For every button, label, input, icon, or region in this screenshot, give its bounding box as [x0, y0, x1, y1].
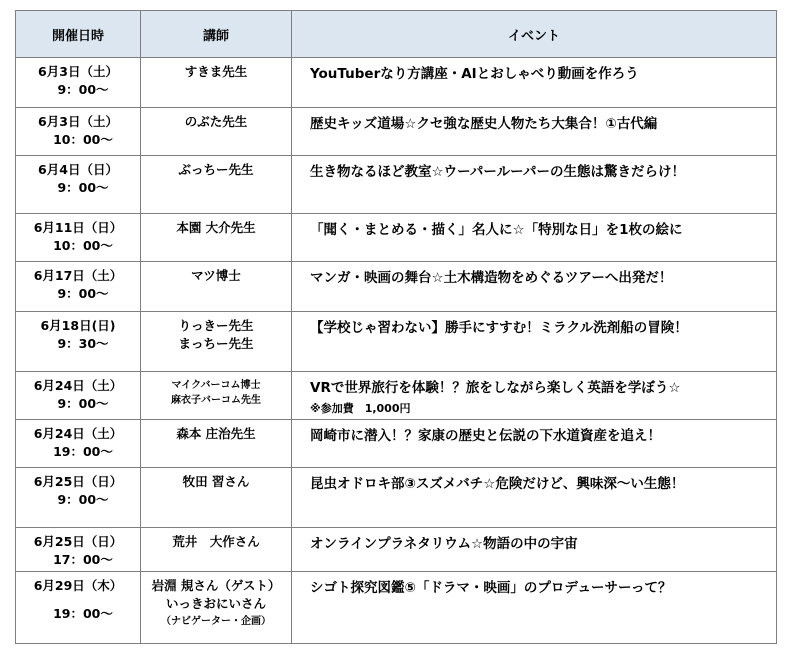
table-row [16, 262, 777, 312]
table-row [16, 58, 777, 108]
lecturer-name: 牧田 習さん [182, 474, 250, 489]
event-date: 6月29日（木） [33, 578, 123, 593]
lecturer-name: いっきおにいさん [165, 596, 266, 611]
event-time: 9：00〜 [57, 492, 109, 507]
table-row [16, 468, 777, 528]
event-date: 6月25日（日） [33, 534, 123, 549]
event-time: 9：00〜 [57, 180, 109, 195]
lecturer-name: 岩淵 規さん（ゲスト） [151, 578, 281, 593]
table-row [16, 156, 777, 214]
event-title: YouTuberなり方講座・AIとおしゃべり動画を作ろう [310, 66, 639, 82]
event-time: 10：00〜 [53, 238, 113, 253]
event-time: 19：00〜 [53, 606, 113, 621]
event-title: 生き物なるほど教室☆ウーパールーパーの生態は驚きだらけ！ [310, 164, 685, 180]
header-row [16, 11, 777, 58]
lecturer-name: マイクバーコム博士 [171, 380, 261, 391]
event-fee-note: ※参加費 1,000円 [310, 402, 411, 415]
lecturer-name: ぶっちー先生 [178, 162, 254, 177]
event-date: 6月18日(日) [40, 318, 116, 333]
event-time: 9：00〜 [57, 286, 109, 301]
lecturer-name: すきま先生 [184, 64, 248, 79]
event-time: 9：30〜 [57, 336, 109, 351]
event-title: 【学校じゃ習わない】勝手にすすむ！ミラクル洗剤船の冒険！ [310, 320, 688, 336]
lecturer-role: （ナビゲーター・企画） [161, 616, 271, 627]
event-time: 9：00〜 [57, 82, 109, 97]
table-row [16, 214, 777, 262]
event-title: 昆虫オドロキ部③スズメバチ☆危険だけど、興味深〜い生態！ [310, 476, 685, 492]
event-date: 6月3日（土） [38, 114, 118, 129]
event-title: オンラインプラネタリウム☆物語の中の宇宙 [310, 536, 578, 552]
table-row [16, 372, 777, 420]
event-time: 17：00〜 [53, 552, 113, 567]
event-time: 10：00〜 [53, 132, 113, 147]
event-title: シゴト探究図鑑⑤「ドラマ・映画」のプロデューサーって？ [310, 580, 672, 596]
event-title: 岡崎市に潜入！？家康の歴史と伝説の下水道資産を追え！ [310, 428, 661, 444]
event-schedule-table [15, 10, 777, 644]
lecturer-name: りっきー先生 [178, 318, 254, 333]
lecturer-name: 本園 大介先生 [176, 220, 256, 235]
table-row [16, 312, 777, 372]
event-date: 6月17日（土） [33, 268, 123, 283]
event-time: 19：00〜 [53, 444, 113, 459]
lecturer-name: まっちー先生 [178, 336, 254, 351]
table-row [16, 572, 777, 644]
event-date: 6月24日（土） [33, 426, 123, 441]
header-date: 開催日時 [16, 11, 141, 58]
table-row [16, 420, 777, 468]
event-date: 6月11日（日） [33, 220, 123, 235]
table-row [16, 528, 777, 572]
event-date: 6月24日（土） [33, 378, 123, 393]
table-row [16, 108, 777, 156]
event-date: 6月4日（日） [38, 162, 118, 177]
event-title: 「聞く・まとめる・描く」名人に☆「特別な日」を1枚の絵に [310, 222, 683, 238]
event-title: 歴史キッズ道場☆クセ強な歴史人物たち大集合！①古代編 [310, 116, 658, 132]
lecturer-name: のぶた先生 [184, 114, 248, 129]
lecturer-name: 麻衣子バーコム先生 [171, 395, 261, 406]
event-title: マンガ・映画の舞台☆土木構造物をめぐるツアーへ出発だ！ [310, 270, 673, 286]
lecturer-name: 荒井 大作さん [172, 534, 260, 549]
event-date: 6月3日（土） [38, 64, 118, 79]
event-date: 6月25日（日） [33, 474, 123, 489]
header-event: イベント [292, 11, 777, 58]
header-lecturer: 講師 [141, 11, 292, 58]
event-title: VRで世界旅行を体験！？旅をしながら楽しく英語を学ぼう☆ [310, 380, 681, 396]
lecturer-name: 森本 庄治先生 [176, 426, 256, 441]
lecturer-name: マツ博士 [191, 268, 241, 283]
event-time: 9：00〜 [57, 396, 109, 411]
